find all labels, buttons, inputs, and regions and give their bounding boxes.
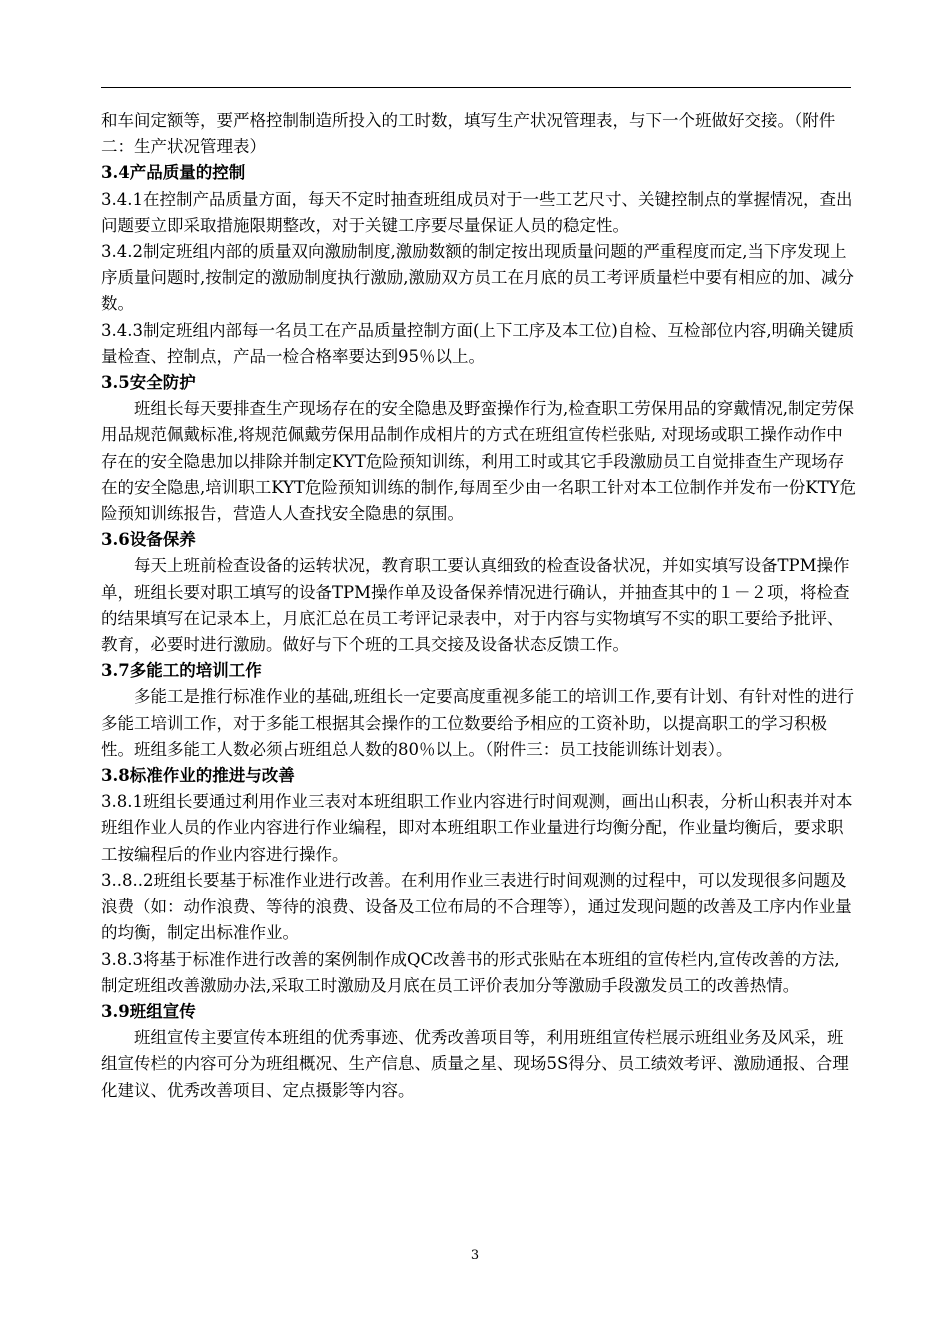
section-heading: 3.6设备保养 bbox=[101, 530, 196, 550]
paragraph: 3.4.2制定班组内部的质量双向激励制度,激励数额的制定按出现质量问题的严重程度而定,当下序发现上序质量问题时,按制定的激励制度执行激励,激励双方员工在月底的员工考评质量栏中要有相应的加、减分数。 bbox=[101, 242, 854, 314]
header-rule bbox=[101, 87, 851, 88]
section-heading: 3.8标准作业的推进与改善 bbox=[101, 766, 295, 786]
paragraph: 3.4.3制定班组内部每一名员工在产品质量控制方面(上下工序及本工位)自检、互检部位内容,明确关键质量检查、控制点，产品一检合格率要达到95％以上。 bbox=[101, 320, 855, 366]
paragraph: 3..8..2班组长要基于标准作业进行改善。在利用作业三表进行时间观测的过程中，可以发现很多问题及浪费（如：动作浪费、等待的浪费、设备及工位布局的不合理等），通过发现问题的改善及工序内作业量的均衡，制定出标准作业。 bbox=[101, 870, 852, 943]
paragraph: 班组宣传主要宣传本班组的优秀事迹、优秀改善项目等，利用班组宣传栏展示班组业务及风采，班组宣传栏的内容可分为班组概况、生产信息、质量之星、现场5S得分、员工绩效考评、激励通报、合理化建议、优秀改善项目、定点摄影等内容。 bbox=[101, 1028, 849, 1100]
paragraph: 和车间定额等，要严格控制制造所投入的工时数，填写生产状况管理表，与下一个班做好交接。（附件二：生产状况管理表） bbox=[101, 111, 836, 157]
paragraph: 每天上班前检查设备的运转状况，教育职工要认真细致的检查设备状况，并如实填写设备TPM操作单，班组长要对职工填写的设备TPM操作单及设备保养情况进行确认，并抽查其中的１－２项，将检查的结果填写在记录本上，月底汇总在员工考评记录表中，对于内容与实物填写不实的职工要给予批评、教育，必要时进行激励。做好与下个班的工具交接及设备状态反馈工作。 bbox=[101, 556, 850, 655]
section-heading: 3.5安全防护 bbox=[101, 373, 196, 393]
paragraph: 班组长每天要排查生产现场存在的安全隐患及野蛮操作行为,检查职工劳保用品的穿戴情况,制定劳保用品规范佩戴标准,将规范佩戴劳保用品制作成相片的方式在班组宣传栏张贴, 对现场或职工操作动作中存在的安全隐患加以排除并制定KYT危险预知训练，利用工时或其它手段激励员工自觉排查生产现场存在的安全隐患,培训职工KYT危险预知训练的制作,每周至少由一名职工针对本工位制作并发布一份KTY危险预知训练报告，营造人人查找安全隐患的氛围。 bbox=[101, 399, 856, 524]
section-heading: 3.4产品质量的控制 bbox=[101, 163, 246, 183]
document-body bbox=[101, 108, 856, 1104]
paragraph: 3.8.3将基于标准作进行改善的案例制作成QC改善书的形式张贴在本班组的宣传栏内,宣传改善的方法,制定班组改善激励办法,采取工时激励及月底在员工评价表加分等激励手段激发员工的改善热情。 bbox=[101, 949, 840, 995]
paragraph: 3.8.1班组长要通过利用作业三表对本班组职工作业内容进行时间观测，画出山积表，分析山积表并对本班组作业人员的作业内容进行作业编程，即对本班组职工作业量进行均衡分配，作业量均衡后，要求职工按编程后的作业内容进行操作。 bbox=[101, 792, 853, 864]
section-heading: 3.9班组宣传 bbox=[101, 1001, 196, 1021]
paragraph: 3.4.1在控制产品质量方面，每天不定时抽查班组成员对于一些工艺尺寸、关键控制点的掌握情况，查出问题要立即采取措施限期整改，对于关键工序要尽量保证人员的稳定性。 bbox=[101, 189, 853, 235]
page-number: 3 bbox=[470, 1248, 480, 1263]
section-heading: 3.7多能工的培训工作 bbox=[101, 661, 262, 681]
paragraph: 多能工是推行标准作业的基础,班组长一定要高度重视多能工的培训工作,要有计划、有针对性的进行多能工培训工作，对于多能工根据其会操作的工位数要给予相应的工资补助，以提高职工的学习积极性。班组多能工人数必须占班组总人数的80％以上。（附件三：员工技能训练计划表）。 bbox=[101, 687, 854, 759]
